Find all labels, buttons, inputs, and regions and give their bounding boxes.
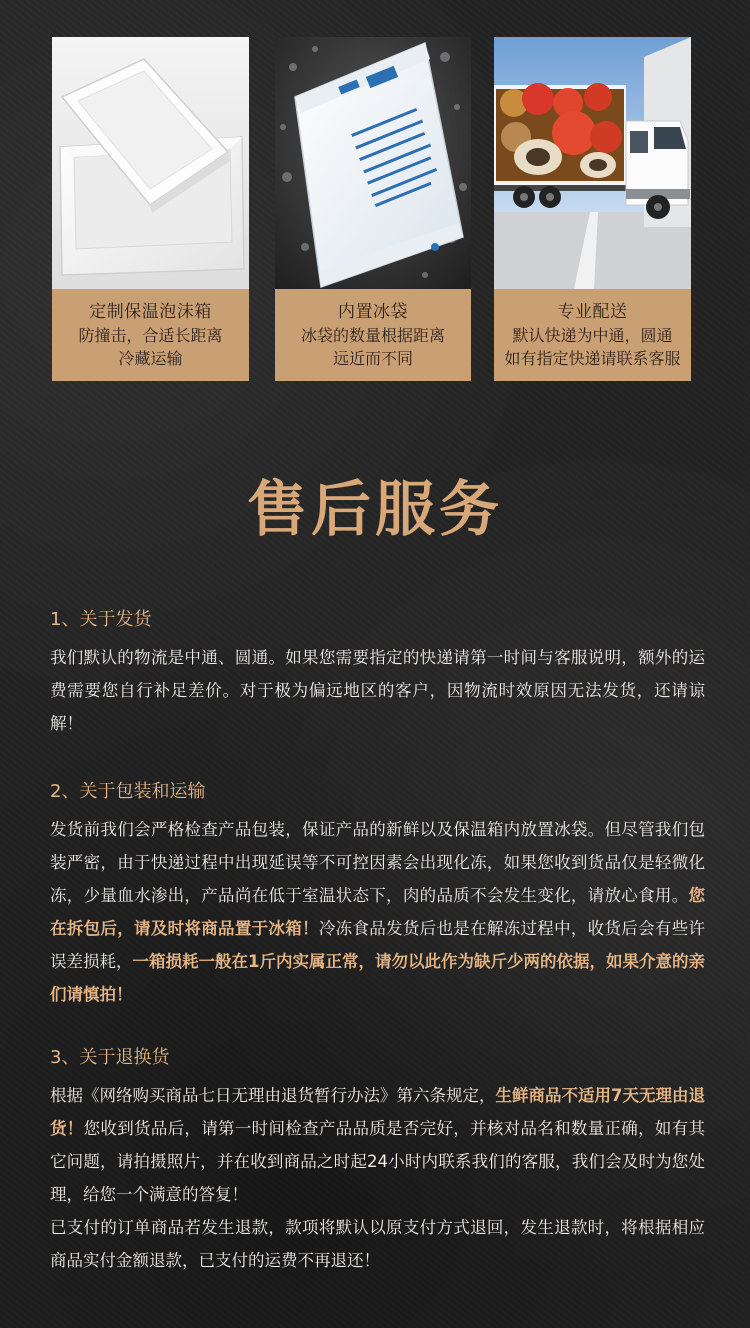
service-body [50,813,705,1011]
feature-title: 定制保温泡沫箱 [89,302,212,322]
service-text: 根据《网络购买商品七日无理由退货暂行办法》第六条规定， [50,1086,496,1105]
service-highlight: 您在拆包后，请及时将商品置于冰箱！ [50,886,705,938]
feature-title: 专业配送 [557,302,628,322]
service-text: 冷冻食品发货后也是在解冻过程中，收货后会有些许误差损耗， [50,919,706,971]
feature-title: 内置冰袋 [338,302,408,322]
ice-pack-icon [275,37,471,289]
service-highlight: 生鲜商品不适用7天无理由退货！ [50,1086,706,1138]
service-heading: 2、关于包装和运输 [50,781,206,802]
foam-box-icon [52,37,249,289]
feature-desc-line: 远近而不同 [332,349,413,368]
service-text: 发货前我们会严格检查产品包装，保证产品的新鲜以及保温箱内放置冰袋。但尽管我们包装严密，由于快递过程中出现延误等不可控因素会出现化冻，如果您收到货品仅是轻微化冻，少量血水渗出，产品尚在低于室温状态下，肉的品质不会发生变化，请放心食用。 [50,820,705,905]
feature-card-foam-box [52,37,249,381]
after-sales-title: 售后服务 [247,475,503,545]
service-body [50,1079,705,1277]
service-heading: 3、关于退换货 [50,1047,170,1068]
feature-desc-line: 防撞击，合适长距离 [78,326,223,345]
service-text: 已支付的订单商品若发生退款，款项将默认以原支付方式退回，发生退款时，将根据相应商品实付金额退款，已支付的运费不再退还！ [50,1218,705,1270]
service-text: 我们默认的物流是中通、圆通。如果您需要指定的快递请第一时间与客服说明，额外的运费需要您自行补足差价。对于极为偏远地区的客户，因物流时效原因无法发货，还请谅解！ [50,648,705,733]
feature-text [275,289,471,381]
feature-text [52,289,249,381]
feature-card-delivery [494,37,691,381]
service-returns [50,1043,705,1277]
feature-desc-line: 冰袋的数量根据距离 [300,326,445,345]
service-highlight: 一箱损耗一般在1斤内实属正常，请勿以此作为缺斤少两的依据，如果介意的亲们请慎拍！ [50,952,706,1004]
service-heading: 1、关于发货 [50,609,152,630]
feature-card-ice-pack [275,37,471,381]
feature-desc-line: 如有指定快递请联系客服 [504,349,681,368]
feature-desc-line: 冷藏运输 [118,349,183,368]
service-packaging [50,777,705,1011]
feature-cards [0,37,750,381]
delivery-truck-icon [494,37,691,289]
feature-text [494,289,691,381]
service-shipping [50,605,705,740]
service-body [50,641,705,740]
feature-desc-line: 默认快递为中通，圆通 [512,326,673,345]
service-text: 您收到货品后，请第一时间检查产品品质是否完好，并核对品名和数量正确，如有其它问题，请拍摄照片，并在收到商品之时起24小时内联系我们的客服，我们会及时为您处理，给您一个满意的答复！ [50,1119,706,1204]
